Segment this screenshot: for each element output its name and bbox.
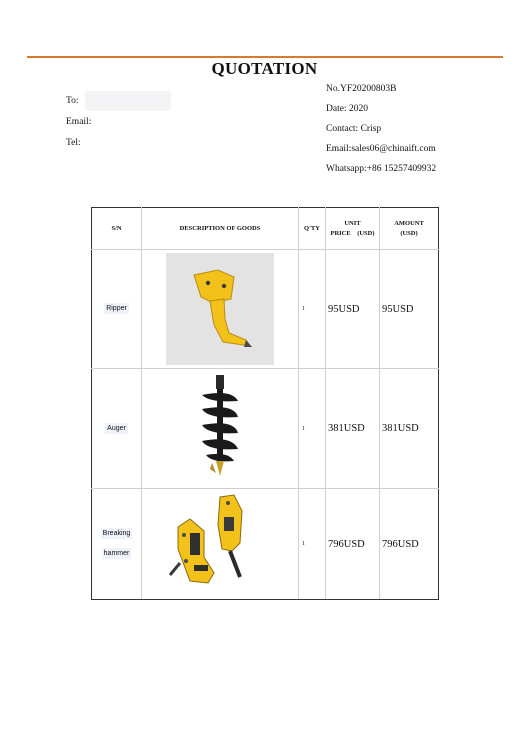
contact-name: Contact: Crisp <box>326 124 382 134</box>
item-amount: 796USD <box>380 489 439 600</box>
item-qty: 1 <box>299 250 326 369</box>
header-qty: Q'TY <box>299 208 326 250</box>
item-amount: 381USD <box>380 369 439 489</box>
quotation-table <box>91 207 439 600</box>
table-row <box>92 369 439 489</box>
tel-row <box>66 132 171 153</box>
item-name: Breaking hammer <box>92 489 142 600</box>
contact-whatsapp: Whatsapp:+86 15257409932 <box>326 164 437 174</box>
to-label: To: <box>66 95 79 106</box>
header-divider <box>27 56 503 58</box>
customer-info <box>66 90 171 153</box>
item-unit-price: 95USD <box>326 250 380 369</box>
ripper-icon <box>166 253 274 365</box>
quote-date: Date: 2020 <box>326 104 368 114</box>
header-amount: AMOUNT (USD) <box>380 208 439 250</box>
table-row <box>92 250 439 369</box>
item-name: Auger <box>92 369 142 489</box>
item-image-cell <box>142 250 299 369</box>
quote-number: No.YF20200803B <box>326 84 397 94</box>
header-sn: S/N <box>92 208 142 250</box>
auger-icon <box>166 373 274 485</box>
email-row <box>66 111 171 132</box>
contact-email: Email:sales06@chinaift.com <box>326 144 436 154</box>
header-description: DESCRIPTION OF GOODS <box>142 208 299 250</box>
item-qty: 1 <box>299 489 326 600</box>
tel-label: Tel: <box>66 137 81 148</box>
document-title: QUOTATION <box>211 59 318 78</box>
email-label: Email: <box>66 116 92 127</box>
item-image-cell <box>142 489 299 600</box>
recipient-redacted-field <box>85 91 171 111</box>
header-unit-price: UNIT PRICE (USD) <box>326 208 380 250</box>
to-row <box>66 90 171 111</box>
table-header-row <box>92 208 439 250</box>
item-amount: 95USD <box>380 250 439 369</box>
supplier-info <box>326 81 436 181</box>
item-unit-price: 381USD <box>326 369 380 489</box>
item-image-cell <box>142 369 299 489</box>
breaking-hammer-icon <box>160 491 280 597</box>
item-unit-price: 796USD <box>326 489 380 600</box>
table-row <box>92 489 439 600</box>
item-qty: 1 <box>299 369 326 489</box>
item-name: Ripper <box>92 250 142 369</box>
